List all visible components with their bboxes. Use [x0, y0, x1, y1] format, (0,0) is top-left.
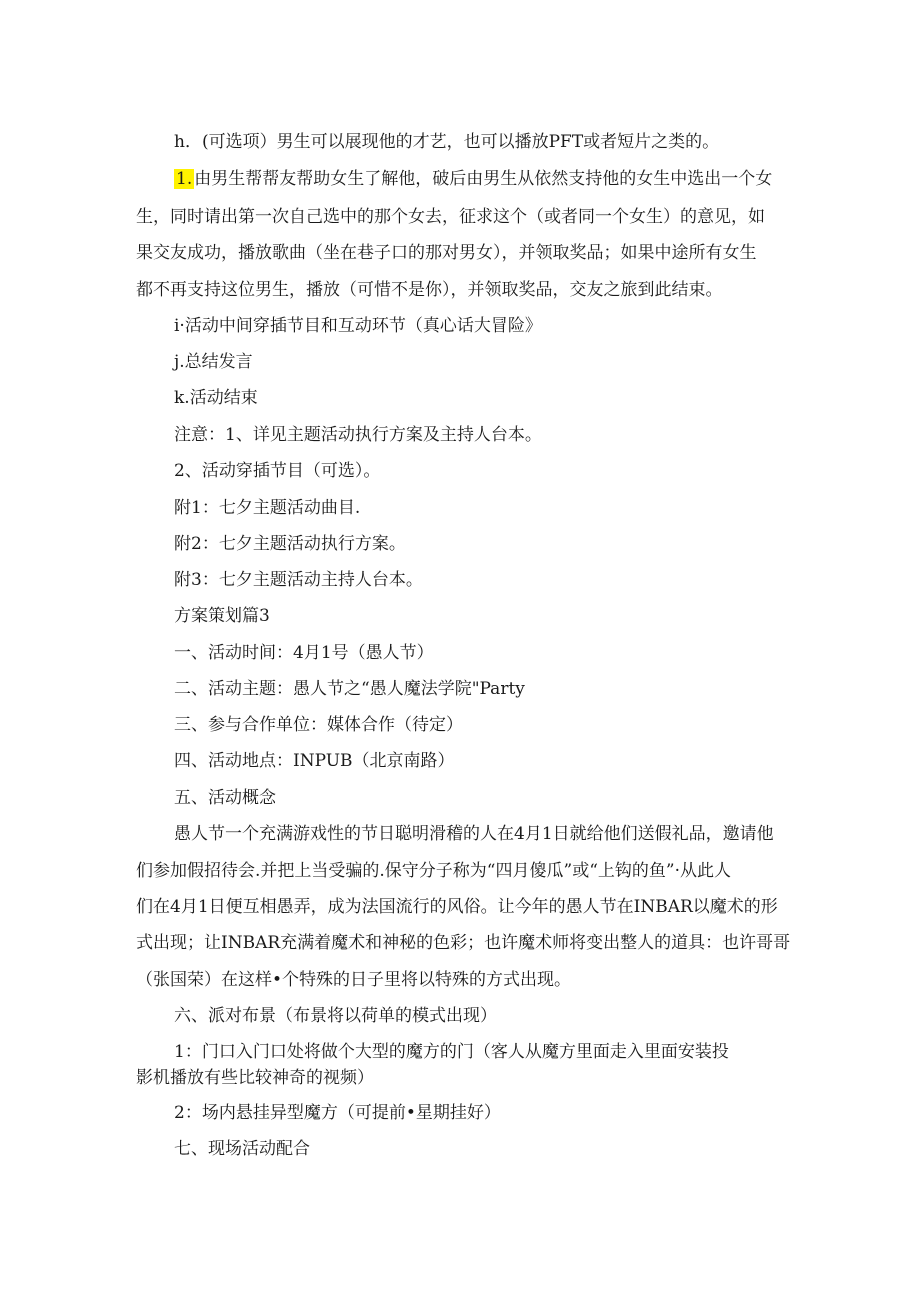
attachment-2: 附2：七夕主题活动执行方案。	[174, 534, 406, 554]
item-h: h．(可选项）男生可以展现他的才艺，也可以播放PFT或者短片之类的。	[174, 132, 720, 152]
note-2: 2、活动穿插节目（可选）。	[174, 461, 381, 481]
item-j: j.总结发言	[174, 352, 253, 372]
section-6-item-1-cont: 影机播放有些比较神奇的视频）	[136, 1068, 374, 1088]
section-5-para-2: 们参加假招待会.并把上当受骗的.保守分子称为“四月傻瓜”或“上钩的鱼”·从此人	[136, 861, 731, 881]
section-2: 二、活动主题：愚人节之“愚人魔法学院"Party	[174, 679, 525, 699]
section-6-item-1: 1：门口入门口处将做个大型的魔方的门（客人从魔方里面走入里面安装投	[174, 1042, 729, 1062]
item-l-cont-3: 都不再支持这位男生，播放（可惜不是你），并领取奖品，交友之旅到此结束。	[136, 280, 723, 300]
item-l	[174, 167, 772, 191]
item-k: k.活动结束	[174, 388, 258, 408]
section-5-para-3: 们在4月1日便互相愚弄，成为法国流行的风俗。让今年的愚人节在INBAR以魔术的形	[136, 897, 778, 917]
section-5-para-1: 愚人节一个充满游戏性的节日聪明滑稽的人在4月1日就给他们送假礼品，邀请他	[174, 824, 774, 844]
section-1: 一、活动时间：4月1号（愚人节）	[174, 643, 434, 663]
item-l-text: 由男生帮帮友帮助女生了解他，破后由男生从依然支持他的女生中选出一个女	[194, 169, 773, 189]
item-l-cont-2: 果交友成功，播放歌曲（坐在巷子口的那对男女），并领取奖品；如果中途所有女生	[136, 243, 757, 263]
item-i: i·活动中间穿插节目和互动环节（真心话大冒险》	[174, 316, 542, 336]
section-5: 五、活动概念	[174, 788, 276, 808]
plan-title: 方案策划篇3	[174, 606, 270, 626]
attachment-3: 附3：七夕主题活动主持人台本。	[174, 570, 423, 590]
highlighted-marker: 1.	[176, 169, 193, 189]
section-4: 四、活动地点：INPUB（北京南路）	[174, 751, 455, 771]
section-5-para-4: 式出现；让INBAR充满着魔术和神秘的色彩；也许魔术师将变出整人的道具：也许哥哥	[136, 933, 791, 953]
note-1: 注意：1、详见主题活动执行方案及主持人台本。	[174, 425, 542, 445]
attachment-1: 附1：七夕主题活动曲目.	[174, 498, 361, 518]
item-l-cont-1: 生，同时请出第一次自己选中的那个女去，征求这个（或者同一个女生）的意见，如	[136, 207, 765, 227]
section-5-para-5: （张国荣）在这样•个特殊的日子里将以特殊的方式出现。	[136, 970, 572, 990]
section-7: 七、现场活动配合	[174, 1139, 310, 1159]
section-6: 六、派对布景（布景将以荷单的模式出现）	[174, 1006, 497, 1026]
section-3: 三、参与合作单位：媒体合作（待定）	[174, 715, 463, 735]
section-6-item-2: 2：场内悬挂异型魔方（可提前•星期挂好）	[174, 1103, 501, 1123]
